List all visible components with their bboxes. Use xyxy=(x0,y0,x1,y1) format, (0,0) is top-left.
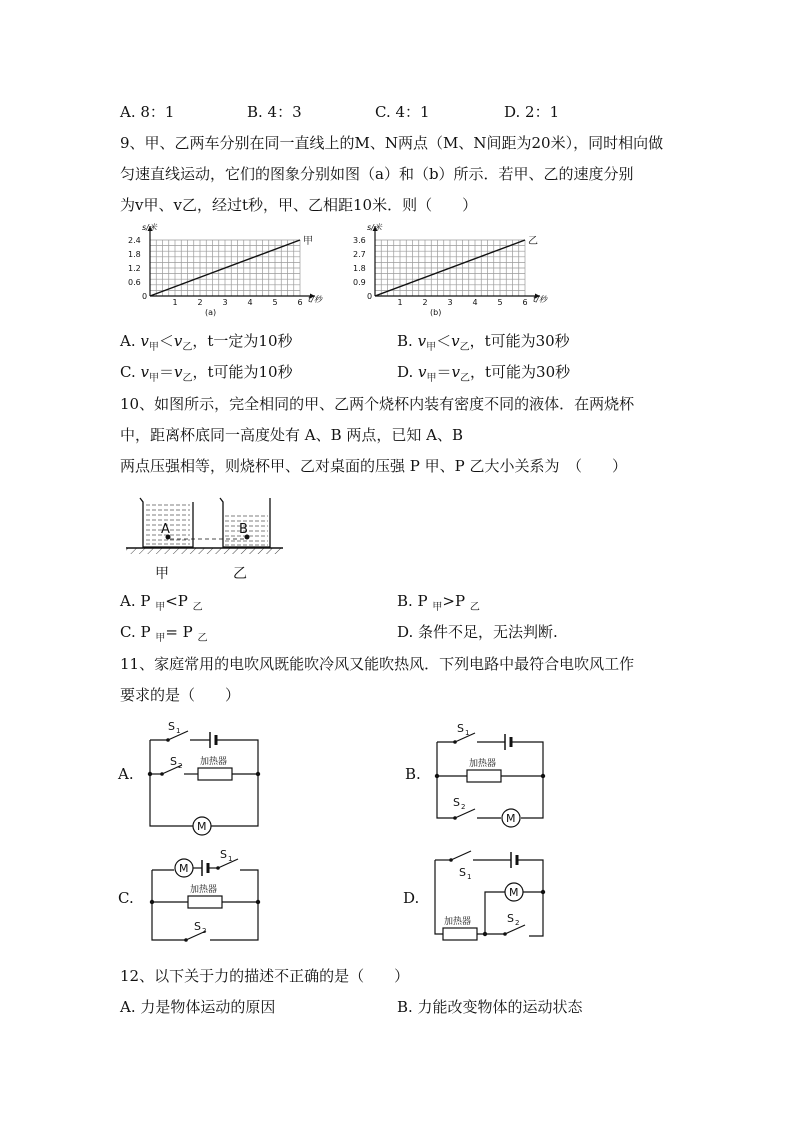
label-cup-yi: 乙 xyxy=(233,566,247,582)
svg-text:2: 2 xyxy=(178,762,183,770)
svg-text:加热器: 加热器 xyxy=(444,917,472,927)
label-cup-jia: 甲 xyxy=(155,566,169,582)
chart-b-x-tick-label: 4 xyxy=(472,298,478,307)
chart-b-x-axis-label: t/秒 xyxy=(533,295,547,304)
svg-text:加热器: 加热器 xyxy=(190,885,218,895)
q8-option-b: B. 4：3 xyxy=(247,103,302,121)
label-b: B xyxy=(239,522,248,537)
svg-text:1: 1 xyxy=(465,729,470,737)
chart-b-x-tick-label: 5 xyxy=(497,298,503,307)
chart-b-y-tick-label: 3.6 xyxy=(353,236,366,245)
chart-b-x-tick-label: 2 xyxy=(422,298,428,307)
svg-text:S: S xyxy=(457,722,464,735)
circuit-a xyxy=(140,718,270,833)
svg-text:S: S xyxy=(453,796,460,809)
chart-b-caption: (b) xyxy=(430,308,442,317)
chart-a-origin-label: 0 xyxy=(142,292,148,301)
q12-stem: 12、以下关于力的描述不正确的是（ ） xyxy=(120,967,410,985)
q10-option-b: B. P $_甲$>P $_乙$ xyxy=(397,592,480,613)
svg-text:1: 1 xyxy=(176,727,181,735)
q11-stem-line-1: 11、家庭常用的电吹风既能吹冷风又能吹热风．下列电路中最符合电吹风工作 xyxy=(120,655,635,673)
q11-stem-line-2: 要求的是（ ） xyxy=(120,686,241,704)
svg-text:S: S xyxy=(220,848,227,861)
q9-stem-line-2: 匀速直线运动，它们的图象分别如图（a）和（b）所示．若甲、乙的速度分别 xyxy=(120,165,634,183)
chart-a-x-axis-label: t/秒 xyxy=(308,295,322,304)
svg-text:2: 2 xyxy=(461,803,466,811)
chart-a-x-tick-label: 1 xyxy=(172,298,178,307)
chart-a-y-axis-label: s/米 xyxy=(142,223,157,232)
svg-text:M: M xyxy=(197,820,207,833)
q10-stem-line-2: 中，距离杯底同一高度处有 A、B 两点，已知 A、B xyxy=(120,426,464,444)
chart-b-distance-time xyxy=(340,223,565,317)
svg-text:S: S xyxy=(170,755,177,768)
chart-a-x-tick-label: 4 xyxy=(247,298,253,307)
circuit-d xyxy=(425,848,555,948)
chart-a-y-tick-label: 0.6 xyxy=(128,278,141,287)
svg-text:S: S xyxy=(459,866,466,879)
chart-a-series-label: 甲 xyxy=(303,236,313,247)
chart-b-y-tick-label: 1.8 xyxy=(353,264,366,273)
chart-a-y-tick-label: 2.4 xyxy=(128,236,141,245)
q10-stem-line-1: 10、如图所示，完全相同的甲、乙两个烧杯内装有密度不同的液体．在两烧杯 xyxy=(120,395,635,413)
q11-label-c: C. xyxy=(118,889,134,907)
q8-option-c: C. 4：1 xyxy=(375,103,430,121)
table-surface xyxy=(126,548,283,554)
q12-option-a: A. 力是物体运动的原因 xyxy=(120,998,276,1016)
chart-a-x-tick-label: 2 xyxy=(197,298,203,307)
chart-b-series-label: 乙 xyxy=(528,236,538,247)
q12-option-b: B. 力能改变物体的运动状态 xyxy=(397,998,583,1016)
q9-stem-line-3: 为v甲、v乙，经过t秒，甲、乙相距10米．则（ ） xyxy=(120,196,478,214)
svg-text:M: M xyxy=(506,812,516,825)
chart-a-caption: (a) xyxy=(205,308,217,317)
chart-b-y-axis-label: s/米 xyxy=(367,223,382,232)
svg-text:1: 1 xyxy=(467,873,472,881)
label-a: A xyxy=(161,522,170,537)
q10-option-d: D. 条件不足，无法判断. xyxy=(397,623,558,641)
q9-option-b: B. $v_甲<v_乙$，t可能为30秒 xyxy=(397,332,570,353)
q9-option-c: C. $v_甲=v_乙$，t可能为10秒 xyxy=(120,363,293,384)
q10-option-c: C. P $_甲$= P $_乙$ xyxy=(120,623,208,644)
chart-a-x-tick-label: 3 xyxy=(222,298,228,307)
svg-text:M: M xyxy=(509,886,519,899)
q11-label-a: A. xyxy=(118,765,134,783)
q10-stem-line-3: 两点压强相等，则烧杯甲、乙对桌面的压强 P 甲、P 乙大小关系为 （ ） xyxy=(120,457,627,475)
chart-a-distance-time xyxy=(115,223,340,317)
q8-option-d: D. 2：1 xyxy=(504,103,560,121)
chart-b-origin-label: 0 xyxy=(367,292,373,301)
q11-label-b: B. xyxy=(405,765,421,783)
q9-option-d: D. $v_甲=v_乙$，t可能为30秒 xyxy=(397,363,571,384)
svg-text:S: S xyxy=(507,912,514,925)
q10-option-a: A. P $_甲$<P $_乙$ xyxy=(120,592,203,613)
chart-b-y-tick-label: 0.9 xyxy=(353,278,366,287)
chart-b-y-tick-label: 2.7 xyxy=(353,250,366,259)
svg-text:M: M xyxy=(179,862,189,875)
q9-option-a: A. $v_甲<v_乙$，t一定为10秒 xyxy=(120,332,293,353)
q8-option-a: A. 8：1 xyxy=(120,103,175,121)
chart-b-x-tick-label: 1 xyxy=(397,298,403,307)
q9-stem-line-1: 9、甲、乙两车分别在同一直线上的M、N两点（M、N间距为20米），同时相向做 xyxy=(120,134,664,152)
q11-label-d: D. xyxy=(403,889,420,907)
svg-text:1: 1 xyxy=(228,855,233,863)
chart-a-x-tick-label: 6 xyxy=(297,298,303,307)
chart-a-y-tick-label: 1.2 xyxy=(128,264,141,273)
chart-b-x-tick-label: 6 xyxy=(522,298,528,307)
chart-b-x-tick-label: 3 xyxy=(447,298,453,307)
svg-text:2: 2 xyxy=(515,919,520,927)
svg-text:S: S xyxy=(194,920,201,933)
circuit-b xyxy=(425,718,555,833)
svg-text:加热器: 加热器 xyxy=(469,759,497,769)
svg-text:S: S xyxy=(168,720,175,733)
chart-a-y-tick-label: 1.8 xyxy=(128,250,141,259)
circuit-c xyxy=(140,848,270,948)
svg-text:2: 2 xyxy=(202,927,207,935)
svg-text:加热器: 加热器 xyxy=(200,757,228,767)
chart-a-x-tick-label: 5 xyxy=(272,298,278,307)
beakers-diagram xyxy=(120,488,290,583)
